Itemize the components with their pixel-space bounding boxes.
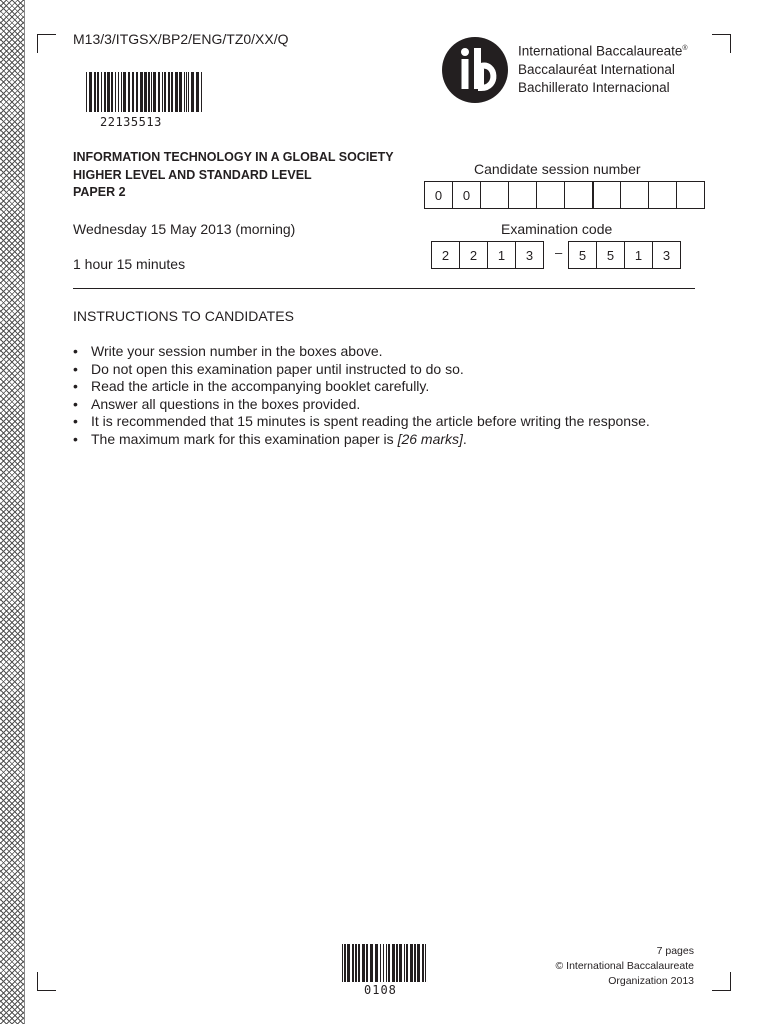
barcode-bar — [406, 944, 408, 982]
barcode-bar — [342, 944, 343, 982]
barcode-bar — [144, 72, 147, 112]
barcode-bar — [97, 72, 99, 112]
exam-code-digit-box: 2 — [431, 241, 460, 269]
barcode-bar — [121, 72, 122, 112]
barcode-bar — [128, 72, 130, 112]
session-digit-box[interactable] — [508, 181, 537, 209]
exam-date: Wednesday 15 May 2013 (morning) — [73, 221, 296, 237]
barcode-bar — [425, 944, 426, 982]
barcode-bar — [392, 944, 395, 982]
barcode-bar — [375, 944, 378, 982]
exam-code-digit-box: 2 — [459, 241, 488, 269]
title-subject: INFORMATION TECHNOLOGY IN A GLOBAL SOCIETY — [73, 150, 394, 164]
barcode-bar — [347, 944, 350, 982]
barcode-bar — [162, 72, 163, 112]
barcode-bar — [101, 72, 102, 112]
barcode-bar — [362, 944, 365, 982]
barcode-bar — [404, 944, 405, 982]
session-digit-box[interactable]: 0 — [452, 181, 481, 209]
org-line-french: Baccalauréat International — [518, 61, 675, 77]
title-level: HIGHER LEVEL AND STANDARD LEVEL — [73, 167, 312, 182]
barcode-bar — [115, 72, 116, 112]
registered-mark: ® — [682, 45, 688, 52]
barcode-bar — [168, 72, 170, 112]
barcode-bar — [148, 72, 150, 112]
barcode-bar — [175, 72, 178, 112]
exam-code-digit-box: 5 — [596, 241, 625, 269]
header-divider — [73, 288, 695, 289]
exam-code-left-boxes — [432, 241, 544, 269]
barcode-bar — [186, 72, 187, 112]
exam-code-label: Examination code — [501, 221, 613, 237]
barcode-bar — [196, 72, 199, 112]
exam-code-digit-box: 1 — [624, 241, 653, 269]
instruction-item: • It is recommended that 15 minutes is spent reading the article before writing the response. — [73, 413, 650, 431]
barcode-top — [86, 72, 202, 112]
barcode-bar — [344, 944, 346, 982]
session-number-boxes[interactable] — [425, 181, 705, 209]
barcode-bar — [383, 944, 384, 982]
barcode-bar — [132, 72, 134, 112]
barcode-bar — [118, 72, 119, 112]
barcode-bar — [355, 944, 357, 982]
barcode-bar — [184, 72, 185, 112]
crop-mark-bottom-left — [37, 972, 56, 991]
barcode-bar — [358, 944, 360, 982]
barcode-bar — [422, 944, 424, 982]
session-digit-box[interactable] — [676, 181, 705, 209]
barcode-bar — [370, 944, 373, 982]
barcode-bar — [89, 72, 92, 112]
barcode-bar — [414, 944, 416, 982]
exam-code-digit-box: 5 — [568, 241, 597, 269]
paper-title — [73, 149, 394, 202]
exam-code-digit-box: 3 — [515, 241, 544, 269]
barcode-bar — [417, 944, 420, 982]
instruction-item: • Read the article in the accompanying booklet carefully. — [73, 378, 650, 396]
barcode-bar — [151, 72, 152, 112]
crop-mark-top-right — [712, 34, 731, 53]
barcode-bar — [171, 72, 173, 112]
max-marks: [26 marks] — [397, 430, 463, 447]
barcode-bar — [136, 72, 138, 112]
org-line-english: International Baccalaureate — [518, 43, 683, 59]
instruction-item: • The maximum mark for this examination paper is [26 marks]. — [73, 431, 650, 449]
paper-code: M13/3/ITGSX/BP2/ENG/TZ0/XX/Q — [73, 31, 289, 47]
session-digit-box[interactable] — [480, 181, 509, 209]
barcode-bar — [111, 72, 113, 112]
barcode-bar — [158, 72, 160, 112]
exam-code-digit-box: 3 — [652, 241, 681, 269]
barcode-bottom-number: 0108 — [364, 983, 397, 997]
instructions-heading: INSTRUCTIONS TO CANDIDATES — [73, 308, 294, 324]
footer-info — [500, 944, 694, 989]
barcode-bar — [388, 944, 390, 982]
crop-mark-top-left — [37, 34, 56, 53]
session-digit-box[interactable] — [536, 181, 565, 209]
barcode-bottom — [342, 944, 426, 982]
barcode-bar — [140, 72, 143, 112]
session-digit-box[interactable]: 0 — [424, 181, 453, 209]
barcode-bar — [188, 72, 189, 112]
exam-code-digit-box: 1 — [487, 241, 516, 269]
title-paper: PAPER 2 — [73, 185, 126, 199]
barcode-bar — [107, 72, 110, 112]
barcode-bar — [352, 944, 354, 982]
exam-code-separator: – — [555, 245, 563, 260]
barcode-bar — [153, 72, 156, 112]
session-digit-box[interactable] — [592, 181, 621, 209]
barcode-bar — [396, 944, 398, 982]
barcode-bar — [201, 72, 202, 112]
org-line-spanish: Bachillerato Internacional — [518, 79, 670, 95]
organization-name — [518, 40, 688, 97]
session-digit-box[interactable] — [620, 181, 649, 209]
barcode-bar — [94, 72, 96, 112]
ib-logo-icon — [441, 36, 509, 104]
session-number-label: Candidate session number — [474, 161, 641, 177]
barcode-top-number: 22135513 — [100, 115, 162, 129]
session-digit-box[interactable] — [648, 181, 677, 209]
barcode-bar — [366, 944, 368, 982]
session-digit-box[interactable] — [564, 181, 593, 209]
barcode-bar — [386, 944, 387, 982]
barcode-bar — [123, 72, 126, 112]
barcode-bar — [380, 944, 381, 982]
instruction-item: • Write your session number in the boxes above. — [73, 343, 650, 361]
instructions-list — [73, 343, 650, 449]
exam-code-right-boxes — [569, 241, 681, 269]
page-count: 7 pages — [656, 945, 694, 957]
barcode-bar — [164, 72, 166, 112]
barcode-bar — [399, 944, 402, 982]
perforated-edge — [0, 0, 25, 1024]
instruction-item: • Do not open this examination paper until instructed to do so. — [73, 361, 650, 379]
copyright: © International Baccalaureate Organization 2013 — [555, 960, 694, 987]
exam-duration: 1 hour 15 minutes — [73, 256, 186, 272]
barcode-bar — [410, 944, 413, 982]
barcode-bar — [191, 72, 194, 112]
barcode-bar — [86, 72, 87, 112]
barcode-bar — [179, 72, 182, 112]
barcode-bar — [104, 72, 106, 112]
instruction-item: • Answer all questions in the boxes provided. — [73, 396, 650, 414]
crop-mark-bottom-right — [712, 972, 731, 991]
